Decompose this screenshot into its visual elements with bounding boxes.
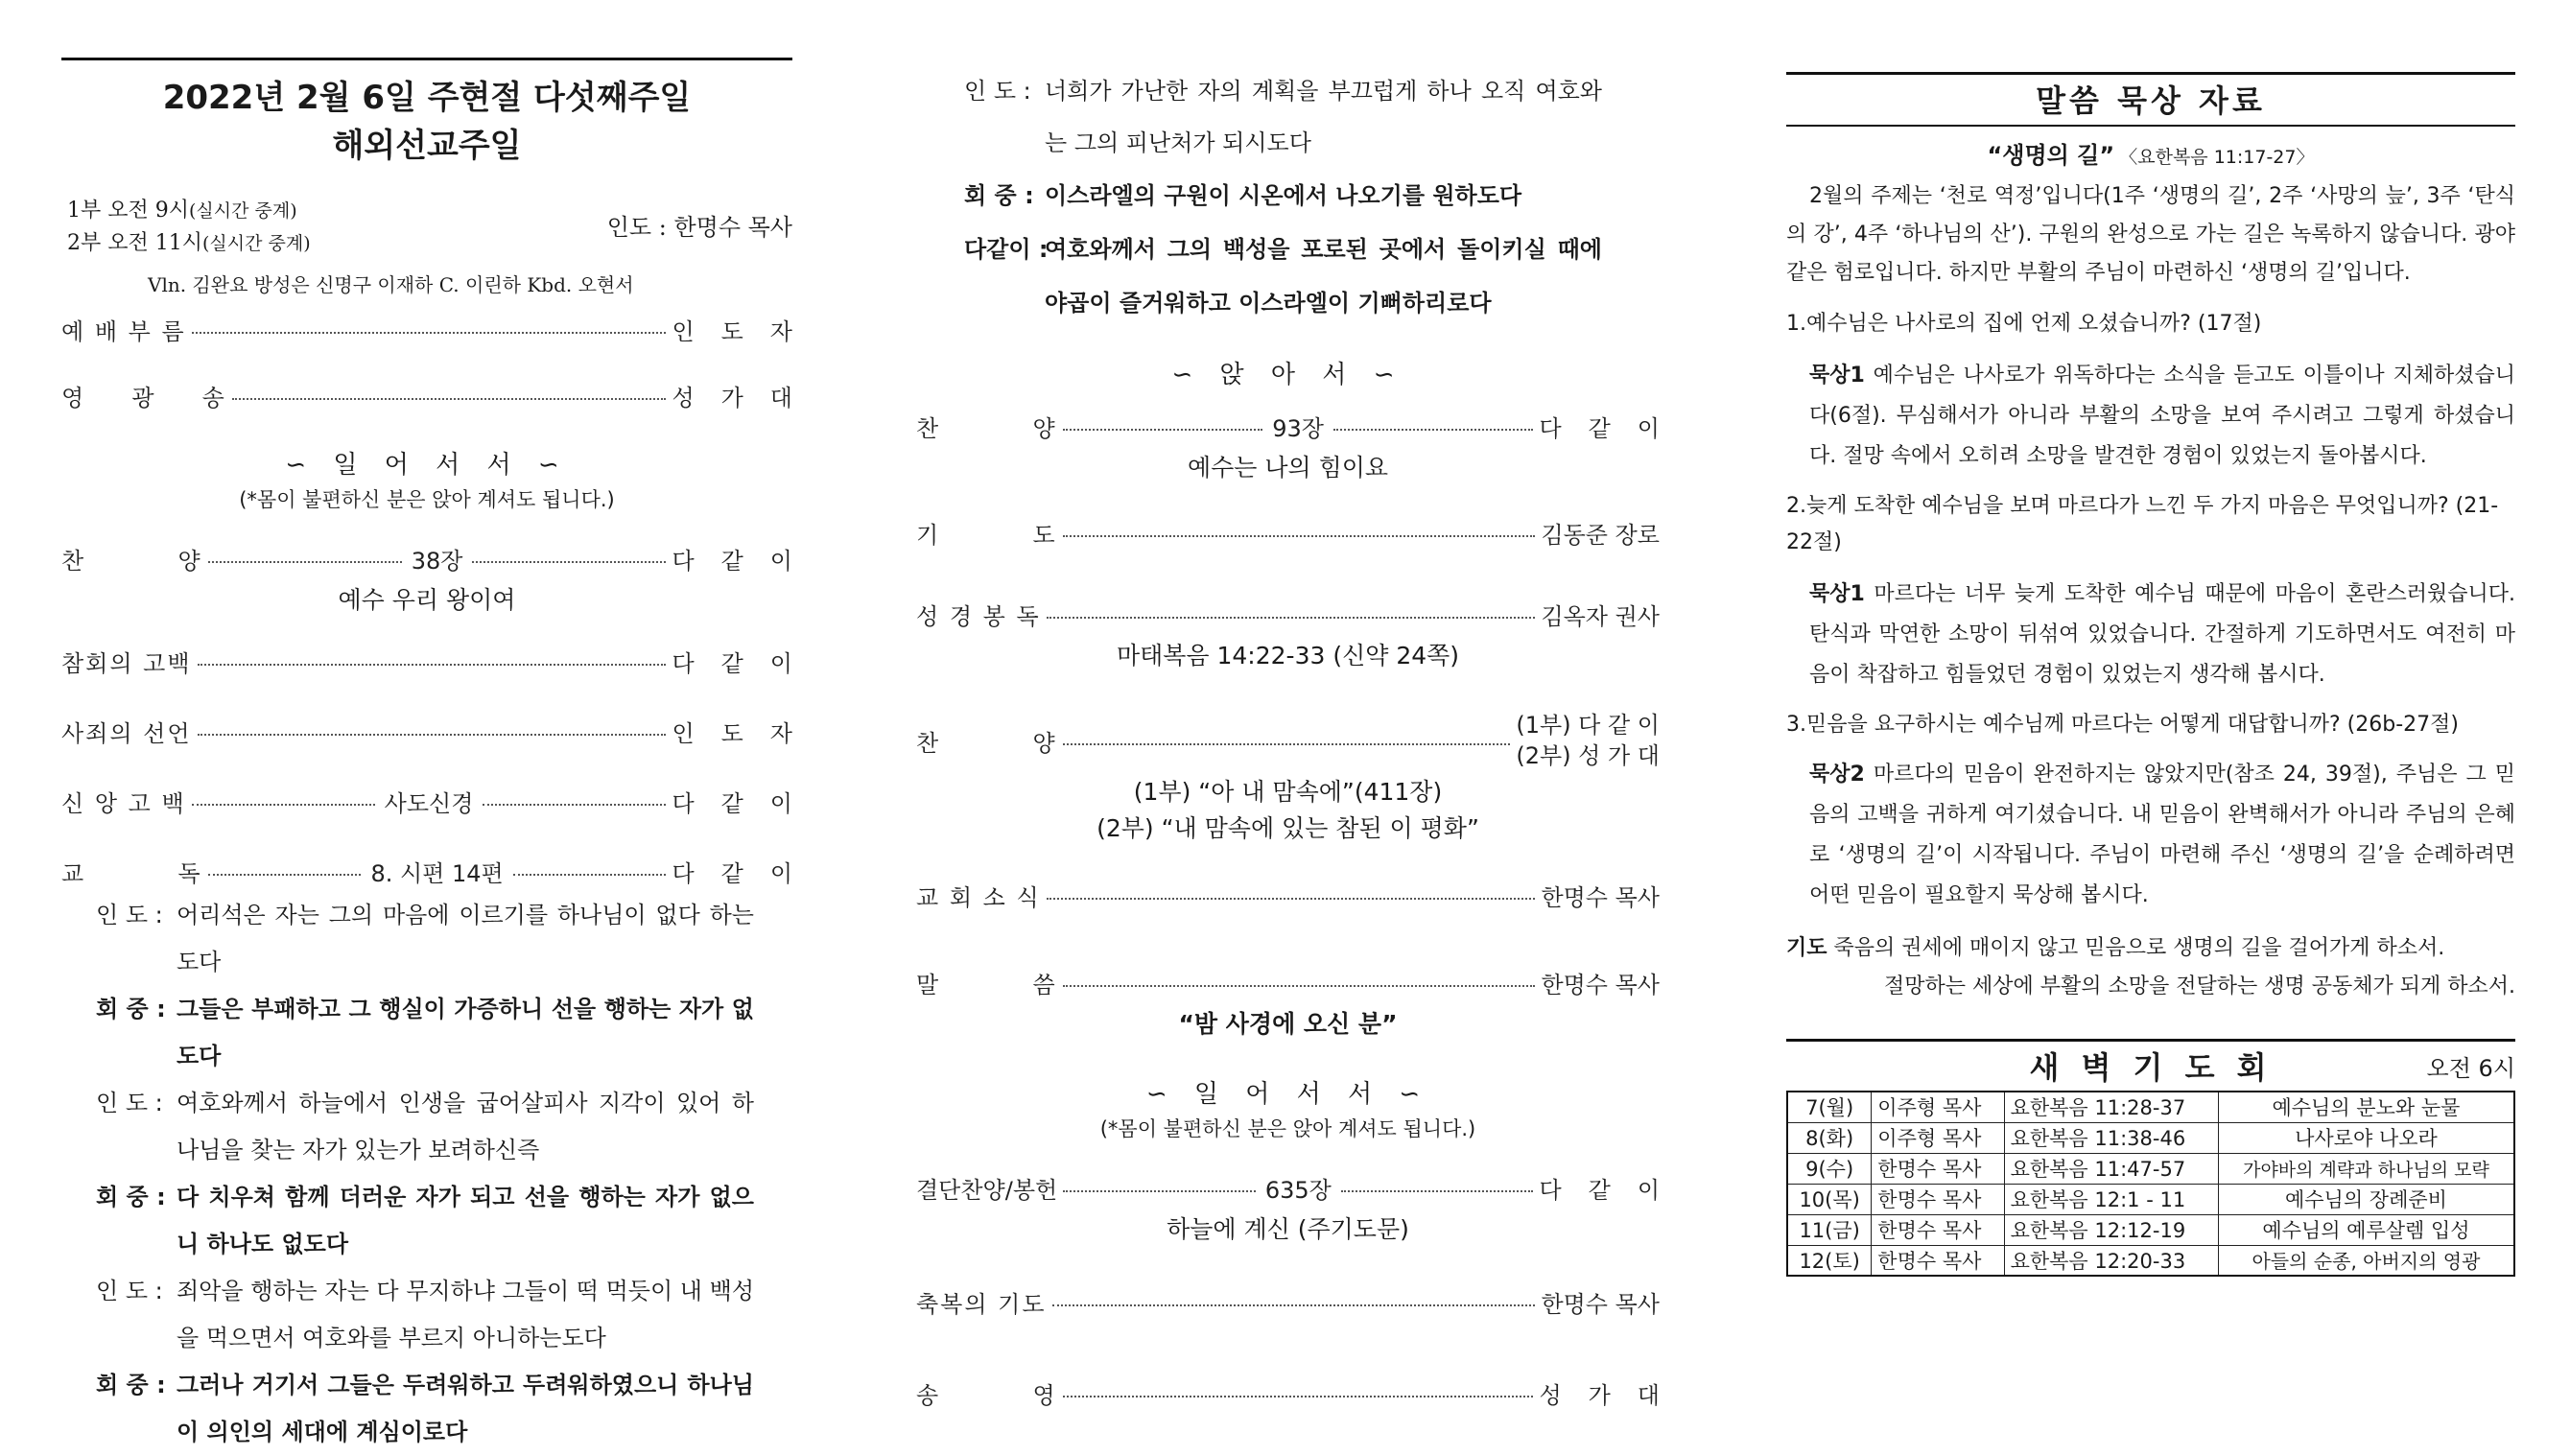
order-hymn bbox=[61, 542, 819, 575]
order-who: 다같이 bbox=[1539, 1177, 1687, 1204]
order-confession bbox=[61, 645, 819, 678]
dot-leader bbox=[192, 332, 667, 334]
dot-leader bbox=[1333, 429, 1534, 431]
anthem-who-1: (1부) 다 같 이 bbox=[1516, 712, 1660, 739]
order-who: 다같이 bbox=[1539, 415, 1686, 442]
response-text: 너희가 가난한 자의 계획을 부끄럽게 하나 오직 여호와는 그의 피난처가 되시도다 bbox=[1045, 78, 1602, 156]
meditation-column-right bbox=[1786, 72, 2515, 1277]
question-2: 2.늦게 도착한 예수님을 보며 마르다가 느낀 두 가지 마음은 무엇입니까? (21-22절) bbox=[1786, 494, 2499, 554]
order-responsive-reading bbox=[61, 855, 820, 888]
topic-title: “생명의 길” bbox=[1987, 142, 2115, 169]
sit-heading: ∽ 앉 아 서 ∽ bbox=[1171, 361, 1404, 389]
title-cell: 예수님의 분노와 눈물 bbox=[2218, 1092, 2514, 1122]
offering-title: 하늘에 계신 (주기도문) bbox=[1167, 1215, 1409, 1243]
table-row bbox=[1787, 1153, 2514, 1184]
dawn-prayer-time: 오전 6시 bbox=[2426, 1055, 2515, 1082]
day-cell: 11(금) bbox=[1787, 1214, 1872, 1245]
responsive-line bbox=[96, 1174, 754, 1268]
order-label: 사죄의 선언 bbox=[61, 720, 192, 747]
dawn-prayer-header bbox=[1786, 1039, 2515, 1086]
reading-psalm: 8. 시편 14편 bbox=[370, 860, 504, 887]
speaker: 인 도 : bbox=[96, 902, 163, 928]
dawn-prayer-table bbox=[1786, 1091, 2515, 1277]
leader-cell: 한명수 목사 bbox=[1872, 1184, 2004, 1214]
responsive-line bbox=[96, 1362, 754, 1456]
order-sermon bbox=[916, 966, 1660, 999]
anthem-performers bbox=[1516, 710, 1660, 771]
leader-cell: 한명수 목사 bbox=[1872, 1153, 2004, 1184]
order-label: 교 회 소 식 bbox=[916, 884, 1041, 911]
order-label: 영 광 송 bbox=[61, 385, 226, 411]
dot-leader bbox=[513, 874, 667, 876]
response-text: 그들은 부패하고 그 행실이 가증하니 선을 행하는 자가 없도다 bbox=[177, 996, 754, 1069]
order-creed bbox=[61, 785, 819, 818]
hymn-title: 예수는 나의 힘이요 bbox=[1187, 454, 1389, 481]
day-cell: 10(목) bbox=[1787, 1184, 1872, 1214]
leader-cell: 한명수 목사 bbox=[1872, 1245, 2004, 1276]
responsive-line bbox=[964, 65, 1602, 169]
stand-note-2: (*몸이 불편하신 분은 앉아 계셔도 됩니다.) bbox=[1099, 1117, 1476, 1140]
service1-time: 1부 오전 9시 bbox=[67, 199, 189, 223]
dot-leader bbox=[472, 561, 666, 563]
meditation-text: 마르다는 너무 늦게 도착한 예수님 때문에 마음이 혼란스러웠습니다. 탄식과 막연한 소망이 뒤섞여 있었습니다. 간절하게 기도하면서도 여전히 마음이 착잡하고 힘들었던 경험이 있었는지 생각해 봅시다. bbox=[1809, 582, 2515, 687]
order-who: 다같이 bbox=[672, 650, 819, 677]
dot-leader bbox=[1052, 1304, 1536, 1306]
passage-cell: 요한복음 12:12-19 bbox=[2004, 1214, 2218, 1245]
order-hymn-2 bbox=[916, 410, 1686, 443]
dot-leader bbox=[1063, 743, 1511, 745]
worship-order-column-left bbox=[61, 58, 820, 1456]
meditation-1 bbox=[1786, 356, 2515, 477]
dot-leader bbox=[1063, 429, 1263, 431]
order-who: 김동준 장로 bbox=[1541, 522, 1660, 549]
title-cell: 나사로야 나오라 bbox=[2218, 1122, 2514, 1153]
responsive-reading-left bbox=[61, 892, 792, 1456]
order-who: 다같이 bbox=[672, 860, 820, 887]
speaker: 회 중 : bbox=[96, 996, 166, 1022]
service2-time: 2부 오전 11시 bbox=[67, 231, 202, 255]
dot-leader bbox=[192, 804, 375, 806]
responsive-line bbox=[96, 986, 754, 1080]
order-label: 성 경 봉 독 bbox=[916, 603, 1041, 630]
speaker: 다같이 : bbox=[964, 236, 1049, 263]
dot-leader bbox=[232, 398, 667, 400]
leader-cell: 이주형 목사 bbox=[1872, 1122, 2004, 1153]
passage-cell: 요한복음 11:28-37 bbox=[2004, 1092, 2218, 1122]
order-label: 축복의 기도 bbox=[916, 1291, 1047, 1318]
order-label: 찬 양 bbox=[916, 415, 1057, 442]
hymn-number: 93장 bbox=[1272, 415, 1324, 442]
service1-note: (실시간 중계) bbox=[189, 200, 297, 222]
dot-leader bbox=[198, 734, 667, 736]
table-row bbox=[1787, 1122, 2514, 1153]
order-prayer bbox=[916, 516, 1660, 550]
responsive-line bbox=[96, 1080, 754, 1174]
title-cell: 예수님의 장례준비 bbox=[2218, 1184, 2514, 1214]
passage-cell: 요한복음 11:47-57 bbox=[2004, 1153, 2218, 1184]
speaker: 회 중 : bbox=[96, 1372, 166, 1398]
dot-leader bbox=[1063, 1190, 1256, 1192]
title-cell: 예수님의 예루살렘 입성 bbox=[2218, 1214, 2514, 1245]
response-text: 이스라엘의 구원이 시온에서 나오기를 원하도다 bbox=[1045, 182, 1522, 209]
meditation-text: 예수님은 나사로가 위독하다는 소식을 듣고도 이틀이나 지체하셨습니다(6절). 무심해서가 아니라 부활의 소망을 보여 주시려고 그렇게 하셨습니다. 절망 속에서 오히려 소망을 발견한 경험이 있었는지 돌아봅시다. bbox=[1809, 364, 2515, 468]
order-who: 인도자 bbox=[672, 720, 819, 747]
order-label: 결단찬양/봉헌 bbox=[916, 1177, 1058, 1204]
order-announcements bbox=[916, 879, 1660, 912]
table-row bbox=[1787, 1245, 2514, 1276]
order-label: 교 독 bbox=[61, 860, 202, 887]
passage-cell: 요한복음 12:1 - 11 bbox=[2004, 1184, 2218, 1214]
order-gloria bbox=[61, 379, 819, 412]
speaker: 회 중 : bbox=[964, 182, 1034, 209]
order-scripture bbox=[916, 598, 1660, 631]
hymn-number: 38장 bbox=[411, 548, 463, 575]
question-3: 3.믿음을 요구하시는 예수님께 마르다는 어떻게 대답합니까? (26b-27절) bbox=[1786, 713, 2459, 737]
dawn-prayer-title: 새 벽 기 도 회 bbox=[2029, 1049, 2273, 1086]
hymn-title: 예수 우리 왕이여 bbox=[338, 586, 516, 614]
day-cell: 7(월) bbox=[1787, 1092, 1872, 1122]
meditation-label: 묵상2 bbox=[1809, 763, 1865, 787]
order-doxology bbox=[916, 1376, 1686, 1410]
closing-prayer bbox=[1786, 929, 2515, 1006]
service-times bbox=[61, 195, 792, 262]
speaker: 인 도 : bbox=[96, 1090, 163, 1116]
speaker: 회 중 : bbox=[96, 1184, 166, 1210]
dot-leader bbox=[208, 874, 362, 876]
response-text: 그러나 거기서 그들은 두려워하고 두려워하였으니 하나님이 의인의 세대에 계심이로다 bbox=[177, 1372, 754, 1445]
response-text: 어리석은 자는 그의 마음에 이르기를 하나님이 없다 하는도다 bbox=[177, 902, 754, 975]
dot-leader bbox=[1063, 1396, 1534, 1397]
day-cell: 9(수) bbox=[1787, 1153, 1872, 1184]
order-who: 한명수 목사 bbox=[1541, 1291, 1660, 1318]
dot-leader bbox=[483, 804, 666, 806]
order-label: 말 씀 bbox=[916, 972, 1057, 998]
dot-leader bbox=[1047, 617, 1536, 619]
order-who: 성가대 bbox=[672, 385, 819, 411]
meditation-title: 말씀 묵상 자료 bbox=[1786, 72, 2515, 127]
dot-leader bbox=[1063, 985, 1536, 987]
table-row bbox=[1787, 1092, 2514, 1122]
table-row bbox=[1787, 1184, 2514, 1214]
response-text: 여호와께서 하늘에서 인생을 굽어살피사 지각이 있어 하나님을 찾는 자가 있는가 보려하신즉 bbox=[177, 1090, 754, 1163]
passage-cell: 요한복음 12:20-33 bbox=[2004, 1245, 2218, 1276]
responsive-line bbox=[96, 892, 754, 986]
meditation-intro: 2월의 주제는 ‘천로 역정’입니다(1주 ‘생명의 길’, 2주 ‘사망의 늪’, 3주 ‘탄식의 강’, 4주 ‘하나님의 산’). 구원의 완성으로 가는 길은 녹록하지 않습니다. 광야 같은 험로입니다. 하지만 부활의 주님이 마련하신 ‘생명의 길’입니다. bbox=[1786, 184, 2515, 285]
response-text: 죄악을 행하는 자는 다 무지하냐 그들이 떡 먹듯이 내 백성을 먹으면서 여호와를 부르지 아니하는도다 bbox=[177, 1278, 754, 1351]
bulletin-title-theme: 해외선교주일 bbox=[332, 127, 522, 165]
speaker: 인 도 : bbox=[96, 1278, 163, 1304]
responsive-reading-right bbox=[916, 65, 1660, 330]
order-who: 다같이 bbox=[672, 548, 819, 575]
responsive-line bbox=[964, 169, 1602, 223]
order-offering bbox=[916, 1171, 1687, 1205]
hymn-number: 635장 bbox=[1264, 1177, 1332, 1204]
prayer-line-2: 절망하는 세상에 부활의 소망을 전달하는 생명 공동체가 되게 하소서. bbox=[1884, 975, 2515, 998]
sermon-title: “밤 사경에 오신 분” bbox=[1178, 1010, 1398, 1038]
bulletin-title bbox=[61, 60, 792, 170]
dot-leader bbox=[1063, 535, 1536, 537]
dot-leader bbox=[1047, 898, 1536, 900]
speaker: 인 도 : bbox=[964, 78, 1031, 105]
meditation-3 bbox=[1786, 755, 2515, 916]
day-cell: 8(화) bbox=[1787, 1122, 1872, 1153]
stand-heading-2: ∽ 일 어 서 서 ∽ bbox=[1145, 1080, 1430, 1109]
worship-order-column-middle bbox=[916, 65, 1687, 1410]
question-1: 1.예수님은 나사로의 집에 언제 오셨습니까? (17절) bbox=[1786, 312, 2262, 336]
title-cell: 가야바의 계략과 하나님의 모략 bbox=[2218, 1153, 2514, 1184]
anthem-title-2: (2부) “내 맘속에 있는 참된 이 평화” bbox=[1096, 814, 1479, 842]
order-who: 다같이 bbox=[672, 790, 819, 817]
passage-cell: 요한복음 11:38-46 bbox=[2004, 1122, 2218, 1153]
response-text: 여호와께서 그의 백성을 포로된 곳에서 돌이키실 때에 야곱이 즐거워하고 이스라엘이 기뻐하리로다 bbox=[1045, 236, 1602, 317]
stand-heading: ∽ 일 어 서 서 ∽ bbox=[285, 451, 569, 480]
title-cell: 아들의 순종, 아버지의 영광 bbox=[2218, 1245, 2514, 1276]
dot-leader bbox=[1341, 1190, 1534, 1192]
order-label: 예 배 부 름 bbox=[61, 318, 186, 345]
stand-note: (*몸이 불편하신 분은 앉아 계셔도 됩니다.) bbox=[239, 488, 615, 511]
service2-note: (실시간 중계) bbox=[202, 233, 311, 254]
order-who: 한명수 목사 bbox=[1541, 972, 1660, 998]
anthem-who-2: (2부) 성 가 대 bbox=[1516, 742, 1660, 769]
order-label: 찬 양 bbox=[916, 729, 1057, 757]
musicians-line: Vln. 김완요 방성은 신명구 이재하 C. 이린하 Kbd. 오현서 bbox=[148, 273, 634, 296]
order-label: 송 영 bbox=[916, 1382, 1057, 1409]
order-label: 찬 양 bbox=[61, 548, 202, 575]
order-who: 인도자 bbox=[672, 318, 819, 345]
order-label: 기 도 bbox=[916, 522, 1057, 549]
service-leader: 인도 : 한명수 목사 bbox=[606, 214, 792, 241]
order-who: 김옥자 권사 bbox=[1541, 603, 1660, 630]
topic-reference: 〈요한복음 11:17-27〉 bbox=[2119, 147, 2315, 168]
order-who: 한명수 목사 bbox=[1541, 884, 1660, 911]
order-call-to-worship bbox=[61, 313, 819, 346]
prayer-label: 기도 bbox=[1786, 936, 1827, 960]
response-text: 다 치우쳐 함께 더러운 자가 되고 선을 행하는 자가 없으니 하나도 없도다 bbox=[177, 1184, 754, 1257]
day-cell: 12(토) bbox=[1787, 1245, 1872, 1276]
order-benediction bbox=[916, 1285, 1660, 1319]
dot-leader bbox=[208, 561, 402, 563]
meditation-text: 마르다의 믿음이 완전하지는 않았지만(참조 24, 39절), 주님은 그 믿음의 고백을 귀하게 여기셨습니다. 내 믿음이 완벽해서가 아니라 주님의 은혜로 ‘생명의 길’이 시작됩니다. 주님이 마련해 주신 ‘생명의 길’을 순례하려면 어떤 믿음이 필요할지 묵상해 봅시다. bbox=[1809, 763, 2515, 907]
responsive-line bbox=[96, 1268, 754, 1362]
leader-cell: 한명수 목사 bbox=[1872, 1214, 2004, 1245]
meditation-topic bbox=[1786, 136, 2515, 170]
prayer-line-1: 죽음의 권세에 매이지 않고 믿음으로 생명의 길을 걸어가게 하소서. bbox=[1833, 936, 2445, 960]
meditation-label: 묵상1 bbox=[1809, 582, 1865, 606]
bulletin-title-date: 2022년 2월 6일 주현절 다섯째주일 bbox=[162, 79, 692, 117]
table-row bbox=[1787, 1214, 2514, 1245]
creed-name: 사도신경 bbox=[384, 790, 474, 817]
meditation-label: 묵상1 bbox=[1809, 364, 1865, 387]
order-label: 참회의 고백 bbox=[61, 650, 192, 677]
responsive-line bbox=[964, 223, 1602, 330]
order-who: 성가대 bbox=[1539, 1382, 1686, 1409]
order-anthem bbox=[916, 710, 1660, 771]
order-absolution bbox=[61, 715, 819, 748]
anthem-title-1: (1부) “아 내 맘속에”(411장) bbox=[1133, 778, 1443, 806]
order-label: 신 앙 고 백 bbox=[61, 790, 186, 817]
meditation-2 bbox=[1786, 575, 2515, 695]
scripture-reference: 마태복음 14:22-33 (신약 24쪽) bbox=[1116, 642, 1460, 669]
dot-leader bbox=[198, 664, 667, 666]
leader-cell: 이주형 목사 bbox=[1872, 1092, 2004, 1122]
